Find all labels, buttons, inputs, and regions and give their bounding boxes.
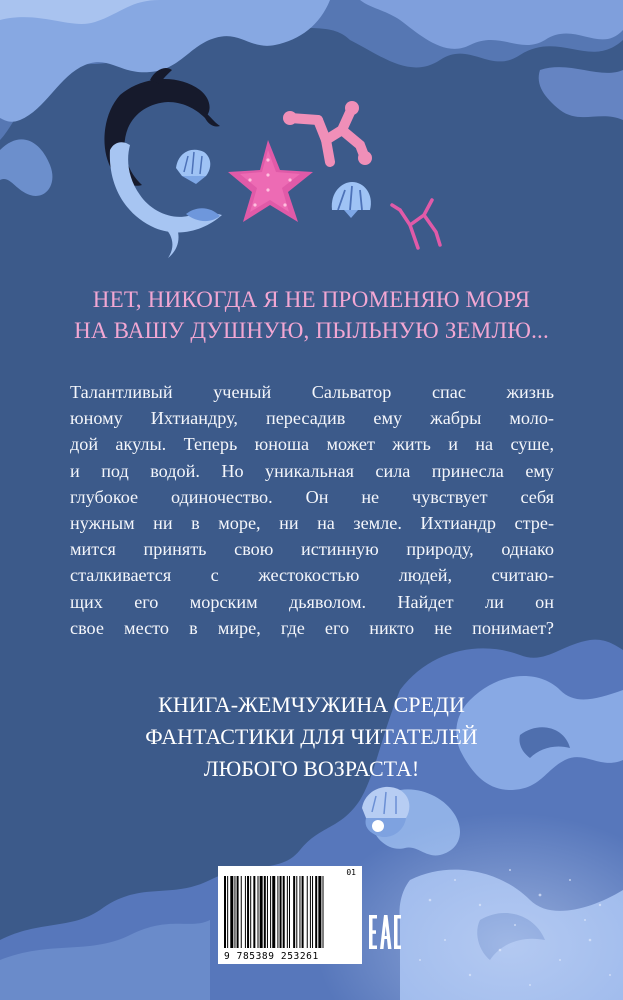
coral-icon	[392, 200, 440, 248]
eac-mark-icon	[368, 912, 402, 952]
tagline-line: НА ВАШУ ДУШНУЮ, ПЫЛЬНУЮ ЗЕМЛЮ...	[74, 318, 549, 343]
starfish-icon	[228, 140, 313, 222]
top-wave-shapes	[0, 0, 623, 196]
barcode-addon: 01	[346, 868, 356, 877]
description-line: сталкивается с жестокостью людей, считаю-	[70, 565, 554, 586]
barcode-number: 9 785389 253261	[224, 951, 319, 962]
slogan-line: ЛЮБОГО ВОЗРАСТА!	[203, 756, 420, 781]
description-line: и под водой. Но уникальная сила принесла ему	[70, 460, 554, 481]
description-line: дой акулы. Теперь юноша может жить и на суше,	[70, 434, 554, 455]
slogan-line: КНИГА-ЖЕМЧУЖИНА СРЕДИ	[158, 692, 465, 717]
tagline	[0, 284, 623, 346]
description-line: глубокое одиночество. Он не чувствует себя	[70, 486, 554, 507]
description-line: мится принять свою истинную природу, однако	[70, 539, 554, 560]
book-description	[70, 379, 554, 641]
coral-icon	[290, 108, 365, 162]
barcode-bars	[224, 876, 356, 948]
tagline-line: НЕТ, НИКОГДА Я НЕ ПРОМЕНЯЮ МОРЯ	[92, 287, 531, 312]
description-line: нужным ни в море, ни на земле. Ихтиандр стре-	[70, 513, 554, 534]
description-line: щих его морским дьяволом. Найдет ли он	[70, 591, 554, 612]
slogan-line: ФАНТАСТИКИ ДЛЯ ЧИТАТЕЛЕЙ	[145, 724, 478, 749]
description-line: Талантливый ученый Сальватор спас жизнь	[70, 382, 554, 402]
isbn-barcode	[218, 866, 362, 964]
seashell-icon	[176, 150, 210, 184]
description-line: свое место в мире, где его никто не понимает?	[70, 617, 554, 638]
seashell-icon	[332, 182, 371, 218]
description-line: юному Ихтиандру, пересадив ему жабры моло-	[70, 408, 554, 429]
slogan	[0, 689, 623, 785]
